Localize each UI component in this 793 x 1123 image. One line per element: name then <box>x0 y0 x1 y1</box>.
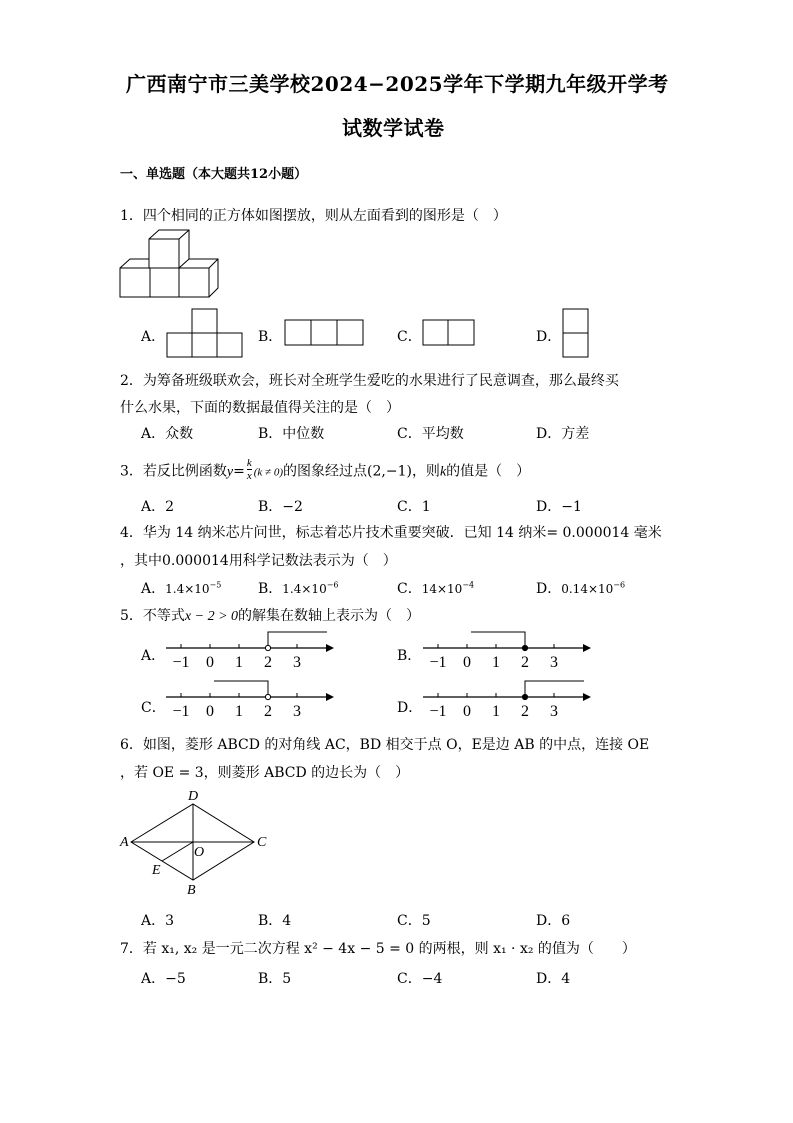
q5-option-c-letter: C． <box>141 700 166 716</box>
question-4-stem-line1: 4．华为 14 纳米芯片问世，标志着芯片技术重要突破．已知 14 纳米= 0.000014 毫米 <box>120 525 662 541</box>
numline-a-tick-label: 3 <box>293 654 301 671</box>
q2-option-a: A．众数 <box>141 426 194 442</box>
numline-b-tick-label: 2 <box>521 654 529 671</box>
section-header: 一、单选题（本大题共12小题） <box>120 167 308 182</box>
question-6-stem-line2: ，若 OE = 3，则菱形 ABCD 的边长为（ ） <box>120 765 410 781</box>
q2-option-d: D．方差 <box>536 426 590 442</box>
label-b: B <box>187 883 196 898</box>
q4-option-c: C．$14\times 10^{-4}$ <box>397 580 475 597</box>
q3-option-c: C．1 <box>397 499 431 515</box>
label-e: E <box>152 863 161 878</box>
numline-d-tick-label: 0 <box>463 703 471 720</box>
numline-b-tick-label: −1 <box>429 654 447 671</box>
numline-c-tick-label: 2 <box>264 703 272 720</box>
label-c: C <box>257 835 267 850</box>
numline-d-tick-label: 1 <box>492 703 500 720</box>
q1-option-b-letter: B． <box>258 329 283 345</box>
question-2-stem-line2: 什么水果，下面的数据最值得关注的是（ ） <box>120 400 400 416</box>
q2-option-b: B．中位数 <box>258 426 325 442</box>
question-5-stem: 5．不等式x − 2 > 0的解集在数轴上表示为（ ） <box>120 608 421 624</box>
q1-option-d-letter: D． <box>536 329 562 345</box>
numline-c-tick-label: 3 <box>293 703 301 720</box>
numline-c-tick-label: 1 <box>235 703 243 720</box>
label-a: A <box>120 835 129 850</box>
numline-a-tick-label: 1 <box>235 654 243 671</box>
q6-option-d: D．6 <box>536 913 571 929</box>
q4-option-b: B．$1.4\times 10^{-6}$ <box>258 580 339 597</box>
q3-option-d: D．−1 <box>536 499 582 515</box>
question-2-stem-line1: 2．为筹备班级联欢会，班长对全班学生爱吃的水果进行了民意调查，那么最终买 <box>120 373 619 389</box>
numline-d-tick-label: 2 <box>521 703 529 720</box>
q6-option-b: B．4 <box>258 913 292 929</box>
numline-d-tick-label: 3 <box>550 703 558 720</box>
numline-a-tick-label: 2 <box>264 654 272 671</box>
label-d: D <box>188 789 199 804</box>
q6-option-a: A．3 <box>141 913 175 929</box>
q7-option-b: B．5 <box>258 971 292 987</box>
numline-b-tick-label: 1 <box>492 654 500 671</box>
question-7-stem: 7．若 x₁, x₂ 是一元二次方程 x² − 4x − 5 = 0 的两根，则 x₁ · x₂ 的值为（ ） <box>120 941 636 957</box>
q3-option-b: B．−2 <box>258 499 303 515</box>
numline-d-tick-label: −1 <box>429 703 447 720</box>
q1-option-a-letter: A． <box>141 329 166 345</box>
q4-option-a: A．$1.4\times 10^{-5}$ <box>141 580 222 597</box>
q7-option-d: D．4 <box>536 971 571 987</box>
label-o: O <box>194 845 205 860</box>
numline-a-tick-label: −1 <box>172 654 190 671</box>
q7-option-a: A．−5 <box>141 971 186 987</box>
numline-a-tick-label: 0 <box>206 654 214 671</box>
numline-b-tick-label: 3 <box>550 654 558 671</box>
q6-option-c: C．5 <box>397 913 431 929</box>
numline-c-tick-label: 0 <box>206 703 214 720</box>
q7-option-c: C．−4 <box>397 971 443 987</box>
question-6-stem-line1: 6．如图，菱形 ABCD 的对角线 AC，BD 相交于点 O，E是边 AB 的中点，连接 OE <box>120 737 650 753</box>
numline-b-tick-label: 0 <box>463 654 471 671</box>
page-title-line2: 试数学试卷 <box>342 116 445 140</box>
question-3-stem: 3．若反比例函数y= $\frac{k}{x}$ (k ≠ 0)的图象经过点(2,−1)，则k的值是（ ） <box>120 457 531 482</box>
q5-option-d-letter: D． <box>397 700 423 716</box>
segment-oe <box>162 842 193 861</box>
q5-option-b-letter: B． <box>397 648 422 664</box>
q1-option-c-letter: C． <box>397 329 422 345</box>
page-title-line1: 广西南宁市三美学校2024−2025学年下学期九年级开学考 <box>126 72 669 96</box>
q5-option-a-letter: A． <box>141 648 166 664</box>
numline-c-tick-label: −1 <box>172 703 190 720</box>
q3-option-a: A．2 <box>141 499 175 515</box>
question-1-stem: 1．四个相同的正方体如图摆放，则从左面看到的图形是（ ） <box>120 208 507 224</box>
q2-option-c: C．平均数 <box>397 426 464 442</box>
q4-option-d: D．$0.14\times 10^{-6}$ <box>536 580 626 597</box>
question-4-stem-line2: ，其中0.000014用科学记数法表示为（ ） <box>120 553 397 569</box>
